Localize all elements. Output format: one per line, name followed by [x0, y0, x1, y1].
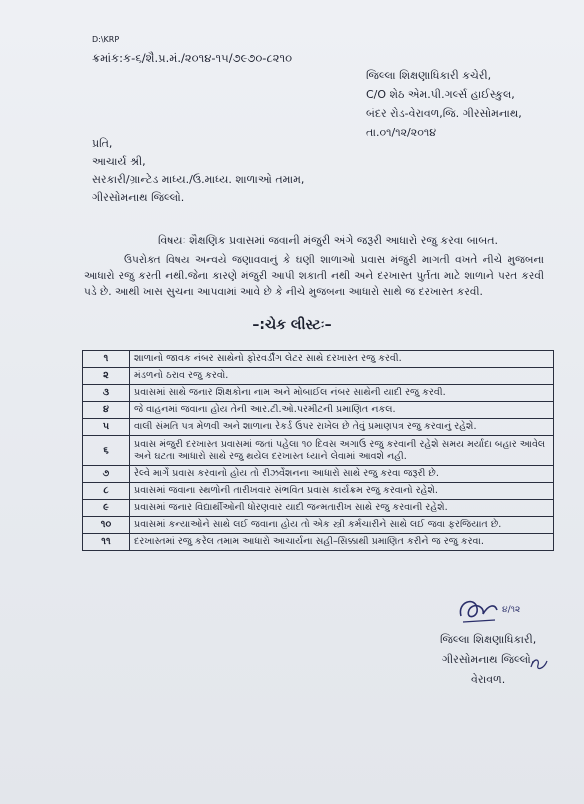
signatory-place: વેરાવળ. — [471, 673, 506, 686]
reference-number: ક્રમાંક:ક-૬/શૈ.પ્ર.મં./૨૦૧૪-૧૫/૭૯૭૦-૮૨૧૦ — [92, 51, 293, 65]
table-row — [83, 534, 554, 551]
signatory-title: જિલ્લા શિક્ષણાધિકારી, — [440, 633, 537, 646]
table-row — [83, 351, 554, 368]
item-text: જે વાહનમાં જવાના હોય તેની આર.ટી.ઓ.પરમીટની પ્રમાણિત નકલ. — [130, 402, 554, 419]
initials-mark — [528, 655, 550, 673]
item-text: પ્રવાસમાં સાથે જનાર શિક્ષકોના નામ અને મોબાઈલ નંબર સાથેની યાદી રજુ કરવી. — [130, 385, 554, 402]
office-line-3: બંદર રોડ-વેરાવળ,જિ. ગીરસોમનાથ, — [366, 107, 522, 120]
item-number: ૭ — [83, 466, 130, 483]
recipient-prati: પ્રતિ, — [92, 137, 113, 150]
recipient-line-3: ગીરસોમનાથ જિલ્લો. — [92, 191, 185, 204]
table-row — [83, 483, 554, 500]
item-number: ૨ — [83, 368, 130, 385]
checklist-table — [82, 350, 554, 551]
letter-date: તા.૦૧/૧૨/૨૦૧૪ — [366, 126, 437, 139]
recipient-line-1: આચાર્ય શ્રી, — [92, 155, 146, 168]
item-number: ૩ — [83, 385, 130, 402]
item-text: શાળાનો જાવક નંબર સાથેનો ફોરવર્ડીંગ લેટર સાથે દરખાસ્ત રજુ કરવી. — [130, 351, 554, 368]
table-row — [83, 419, 554, 436]
item-text: પ્રવાસમાં કન્યાઓને સાથે લઈ જવાના હોય તો એક સ્ત્રી કર્મચારીને સાથે લઈ જવા ફરજિયાત છે. — [130, 517, 554, 534]
item-number: ૯ — [83, 500, 130, 517]
item-text: પ્રવાસમાં જનાર વિદ્યાર્થીઓની ધોરણવાર યાદી જન્મતારીખ સાથે રજુ કરવાની રહેશે. — [130, 500, 554, 517]
item-text: દરખાસ્તમાં રજુ કરેલ તમામ આધારો આચાર્યના સહી–સિક્કાથી પ્રમાણિત કરીને જ રજુ કરવા. — [130, 534, 554, 551]
office-line-1: જિલ્લા શિક્ષણાધિકારી કચેરી, — [366, 69, 492, 82]
table-row — [83, 436, 554, 466]
signatory-district: ગીરસોમનાથ જિલ્લો, — [441, 653, 535, 666]
office-line-2: C/O શેઠ એમ.પી.ગર્લ્સ હાઈસ્કુલ, — [366, 88, 515, 101]
table-row — [83, 402, 554, 419]
recipient-line-2: સરકારી/ગ્રાન્ટેડ માધ્ય./ઉ.માધ્ય. શાળાઓ તમામ, — [92, 173, 305, 186]
table-row — [83, 368, 554, 385]
item-number: ૧૦ — [83, 517, 130, 534]
item-number: ૪ — [83, 402, 130, 419]
letter-subject: વિષયઃ શૈક્ષણિક પ્રવાસમાં જવાની મંજુરી અંગે જરૂરી આધારો રજુ કરવા બાબત. — [158, 234, 498, 247]
item-text: રેલ્વે માર્ગે પ્રવાસ કરવાનો હોય તો રીઝર્વેશનના આધારો સાથે રજુ કરવા જરૂરી છે. — [130, 466, 554, 483]
file-code: D:\KRP — [92, 35, 120, 44]
table-row — [83, 517, 554, 534]
item-number: ૧૧ — [83, 534, 130, 551]
item-text: મંડળનો ઠરાવ રજુ કરવો. — [130, 368, 554, 385]
signature-date: ૪/૧૨ — [502, 605, 521, 615]
item-text: પ્રવાસ મંજુરી દરખાસ્ત પ્રવાસમાં જતાં પહેલા ૧૦ દિવસ અગાઉ રજુ કરવાની રહેશે સમય મર્યાદા બહાર આવેલ અને ઘટતા આધારો સાથે રજુ થયેલ દરખાસ્ત ધ્યાને લેવામાં આવશે નહી. — [130, 436, 554, 466]
item-number: ૬ — [83, 436, 130, 466]
table-row — [83, 466, 554, 483]
body-paragraph: ઉપરોક્ત વિષય અન્વયે જણાવવાનું કે ઘણી શાળાઓ પ્રવાસ મંજુરી માગતી વખતે નીચે મુજબના આધારો રજુ કરતી નથી.જેના કારણે મંજુરી આપી શકાતી નથી અને દરખાસ્ત પુર્તતા માટે શાળાને પરત કરવી પડે છે. આથી ખાસ સુચના આપવામાં આવે છે કે નીચે મુજબના આધારો સાથે જ દરખાસ્ત કરવી. — [84, 254, 544, 298]
item-text: પ્રવાસમાં જવાના સ્થળોની તારીખવાર સંભવિત પ્રવાસ કાર્યક્રમ રજુ કરવાનો રહેશે. — [130, 483, 554, 500]
item-text: વાલી સંમતિ પત્ર મેળવી અને શાળાના રેકર્ડ ઉપર રાખેલ છે તેવું પ્રમાણપત્ર રજુ કરવાનું રહેશે. — [130, 419, 554, 436]
table-row — [83, 500, 554, 517]
signature-block — [440, 630, 536, 690]
table-row — [83, 385, 554, 402]
item-number: ૮ — [83, 483, 130, 500]
item-number: ૫ — [83, 419, 130, 436]
checklist-title: –:ચેક લીસ્ટઃ– — [252, 317, 332, 333]
item-number: ૧ — [83, 351, 130, 368]
